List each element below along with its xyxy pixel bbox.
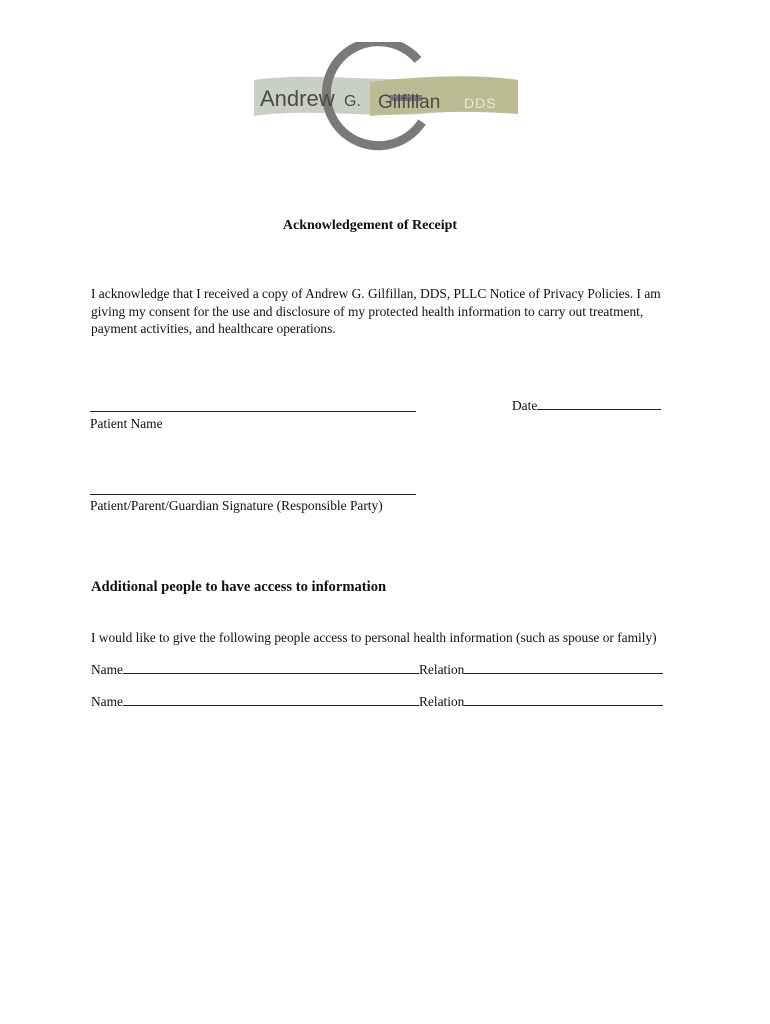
- patient-name-line[interactable]: [90, 411, 416, 412]
- date-label: Date: [512, 398, 538, 413]
- date-field[interactable]: [512, 398, 661, 414]
- acknowledgement-paragraph: I acknowledge that I received a copy of Andrew G. Gilfillan, DDS, PLLC Notice of Privacy Policies. I am giving my consent for the use and disclosure of my protected health information to carry out treatment, payment activities, and healthcare operations.: [91, 286, 661, 336]
- access-row: [91, 694, 663, 710]
- access-name-line[interactable]: [123, 662, 419, 674]
- access-name-label: Name: [91, 662, 123, 677]
- signature-line[interactable]: [90, 494, 416, 495]
- date-line[interactable]: [537, 398, 661, 410]
- signature-label: Patient/Parent/Guardian Signature (Responsible Party): [90, 498, 383, 513]
- access-name-label: Name: [91, 694, 123, 709]
- access-row: [91, 662, 663, 678]
- logo-graphic: [250, 42, 520, 156]
- access-relation-line[interactable]: [464, 694, 663, 706]
- document-title: Acknowledgement of Receipt: [282, 218, 458, 233]
- access-relation-line[interactable]: [464, 662, 663, 674]
- additional-access-intro: I would like to give the following people access to personal health information (such as spouse or family): [91, 630, 657, 645]
- practice-logo: [250, 42, 520, 156]
- patient-name-label: Patient Name: [90, 416, 163, 431]
- logo-last-name: Gilfillan: [378, 92, 441, 113]
- access-name-line[interactable]: [123, 694, 419, 706]
- logo-first-name: Andrew: [260, 86, 335, 111]
- additional-access-heading: Additional people to have access to information: [91, 579, 387, 595]
- access-relation-label: Relation: [418, 694, 465, 709]
- logo-middle-initial: G.: [344, 93, 361, 110]
- access-relation-label: Relation: [418, 662, 465, 677]
- logo-suffix: DDS: [464, 95, 497, 111]
